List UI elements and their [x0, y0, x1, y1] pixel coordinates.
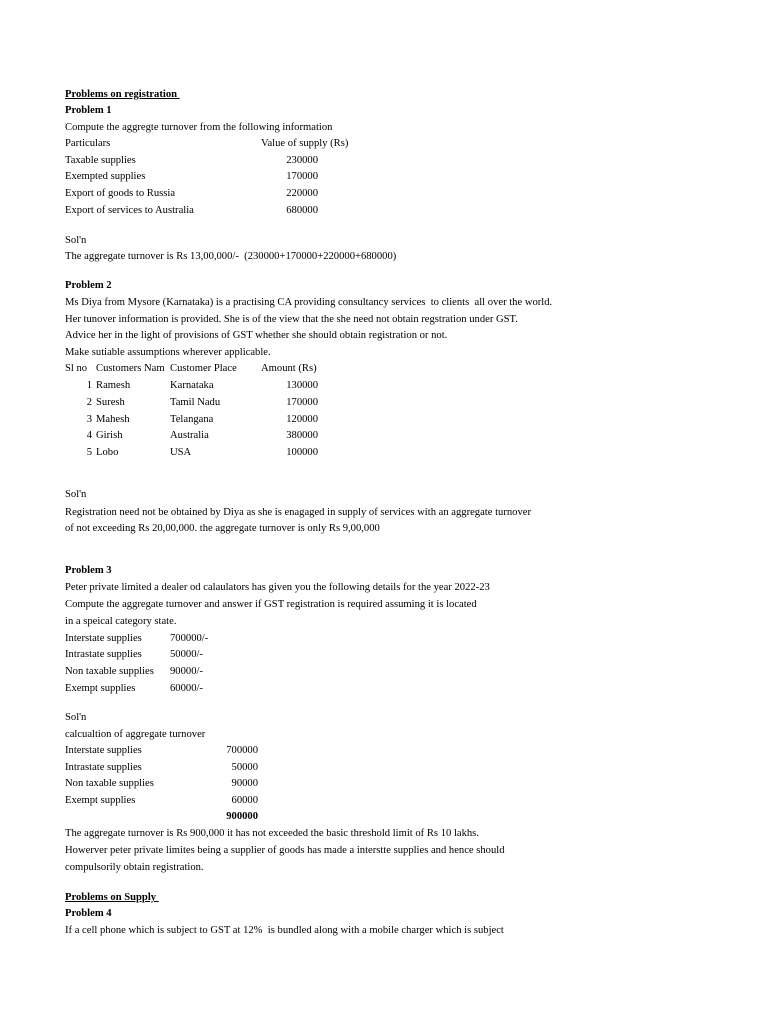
solution-label: Sol'n — [65, 712, 87, 723]
problem-3-answer-line: compulsorily obtain registration. — [65, 862, 204, 873]
table-cell-place: Karnataka — [170, 380, 214, 391]
table-cell-name: Lobo — [96, 447, 119, 458]
section-heading-registration: Problems on registration — [65, 89, 180, 100]
section-heading-supply: Problems on Supply — [65, 892, 159, 903]
table-cell-sl: 3 — [86, 414, 92, 425]
table-row-value: 680000 — [286, 205, 318, 216]
problem-3-answer-line: The aggregate turnover is Rs 900,000 it has not exceeded the basic threshold limit of Rs 10 lakhs. — [65, 828, 479, 839]
table-row-value: 170000 — [286, 171, 318, 182]
problem-3-text-line: Compute the aggregate turnover and answer if GST registration is required assuming it is located — [65, 599, 477, 610]
table-header-customer: Customers Nam — [96, 363, 165, 374]
table-cell-sl: 2 — [86, 397, 92, 408]
table-header-place: Customer Place — [170, 363, 237, 374]
problem-4-title: Problem 4 — [65, 908, 112, 919]
table-header-value: Value of supply (Rs) — [261, 138, 349, 149]
problem-3-answer-line: Howerver peter private limites being a supplier of goods has made a interstte supplies and hence should — [65, 845, 505, 856]
problem-2-answer-line: of not exceeding Rs 20,00,000. the aggregate turnover is only Rs 9,00,000 — [65, 523, 380, 534]
given-row-label: Exempt supplies — [65, 683, 136, 694]
table-cell-amount: 170000 — [286, 397, 318, 408]
table-cell-sl: 4 — [86, 430, 92, 441]
solution-label: Sol'n — [65, 235, 87, 246]
given-row-value: 700000/- — [170, 633, 209, 644]
table-header-slno: Sl no — [65, 363, 88, 374]
table-row-label: Export of services to Australia — [65, 205, 194, 216]
table-cell-name: Suresh — [96, 397, 125, 408]
calc-row-value: 90000 — [231, 778, 258, 789]
table-cell-name: Mahesh — [96, 414, 130, 425]
table-cell-place: USA — [170, 447, 192, 458]
given-row-label: Interstate supplies — [65, 633, 142, 644]
table-cell-name: Girish — [96, 430, 123, 441]
problem-2-text-line: Make sutiable assumptions wherever applicable. — [65, 347, 271, 358]
calc-total: 900000 — [226, 811, 258, 822]
calc-row-value: 50000 — [231, 762, 258, 773]
problem-3-text-line: Peter private limited a dealer od calaulators has given you the following details for the year 2022-23 — [65, 582, 490, 593]
table-row-label: Exempted supplies — [65, 171, 146, 182]
problem-3-text-line: in a speical category state. — [65, 616, 177, 627]
problem-1-title: Problem 1 — [65, 105, 112, 116]
given-row-value: 90000/- — [170, 666, 203, 677]
problem-2-text-line: Advice her in the light of provisions of GST whether she should obtain registration or not. — [65, 330, 448, 341]
table-cell-amount: 100000 — [286, 447, 318, 458]
problem-3-title: Problem 3 — [65, 565, 112, 576]
calc-row-value: 60000 — [231, 795, 258, 806]
calc-row-label: Non taxable supplies — [65, 778, 154, 789]
calc-row-label: Intrastate supplies — [65, 762, 142, 773]
table-header-amount: Amount (Rs) — [261, 363, 317, 374]
calc-row-label: Interstate supplies — [65, 745, 142, 756]
table-row-value: 230000 — [286, 155, 318, 166]
table-row-value: 220000 — [286, 188, 318, 199]
table-cell-amount: 380000 — [286, 430, 318, 441]
table-row-label: Taxable supplies — [65, 155, 136, 166]
given-row-label: Non taxable supplies — [65, 666, 154, 677]
problem-1-question: Compute the aggregte turnover from the following information — [65, 122, 333, 133]
calculation-label: calcualtion of aggregate turnover — [65, 729, 206, 740]
solution-label: Sol'n — [65, 489, 87, 500]
table-cell-place: Telangana — [170, 414, 214, 425]
table-cell-name: Ramesh — [96, 380, 131, 391]
given-row-value: 50000/- — [170, 649, 203, 660]
given-row-value: 60000/- — [170, 683, 203, 694]
problem-2-text-line: Her tunover information is provided. She is of the view that the she need not obtain regstration under GST. — [65, 314, 518, 325]
calc-row-value: 700000 — [226, 745, 258, 756]
table-cell-sl: 1 — [86, 380, 92, 391]
table-cell-amount: 130000 — [286, 380, 318, 391]
problem-2-title: Problem 2 — [65, 280, 112, 291]
table-cell-place: Australia — [170, 430, 209, 441]
problem-2-answer-line: Registration need not be obtained by Diya as she is enagaged in supply of services with an aggregate turnover — [65, 507, 531, 518]
table-row-label: Export of goods to Russia — [65, 188, 176, 199]
table-cell-place: Tamil Nadu — [170, 397, 221, 408]
table-header-particulars: Particulars — [65, 138, 111, 149]
problem-4-text-line: If a cell phone which is subject to GST at 12% is bundled along with a mobile charger which is subject — [65, 925, 504, 936]
table-cell-amount: 120000 — [286, 414, 318, 425]
calc-row-label: Exempt supplies — [65, 795, 136, 806]
problem-2-text-line: Ms Diya from Mysore (Karnataka) is a practising CA providing consultancy services to clients all over the world. — [65, 297, 553, 308]
given-row-label: Intrastate supplies — [65, 649, 142, 660]
problem-1-answer: The aggregate turnover is Rs 13,00,000/- (230000+170000+220000+680000) — [65, 251, 397, 262]
table-cell-sl: 5 — [86, 447, 92, 458]
